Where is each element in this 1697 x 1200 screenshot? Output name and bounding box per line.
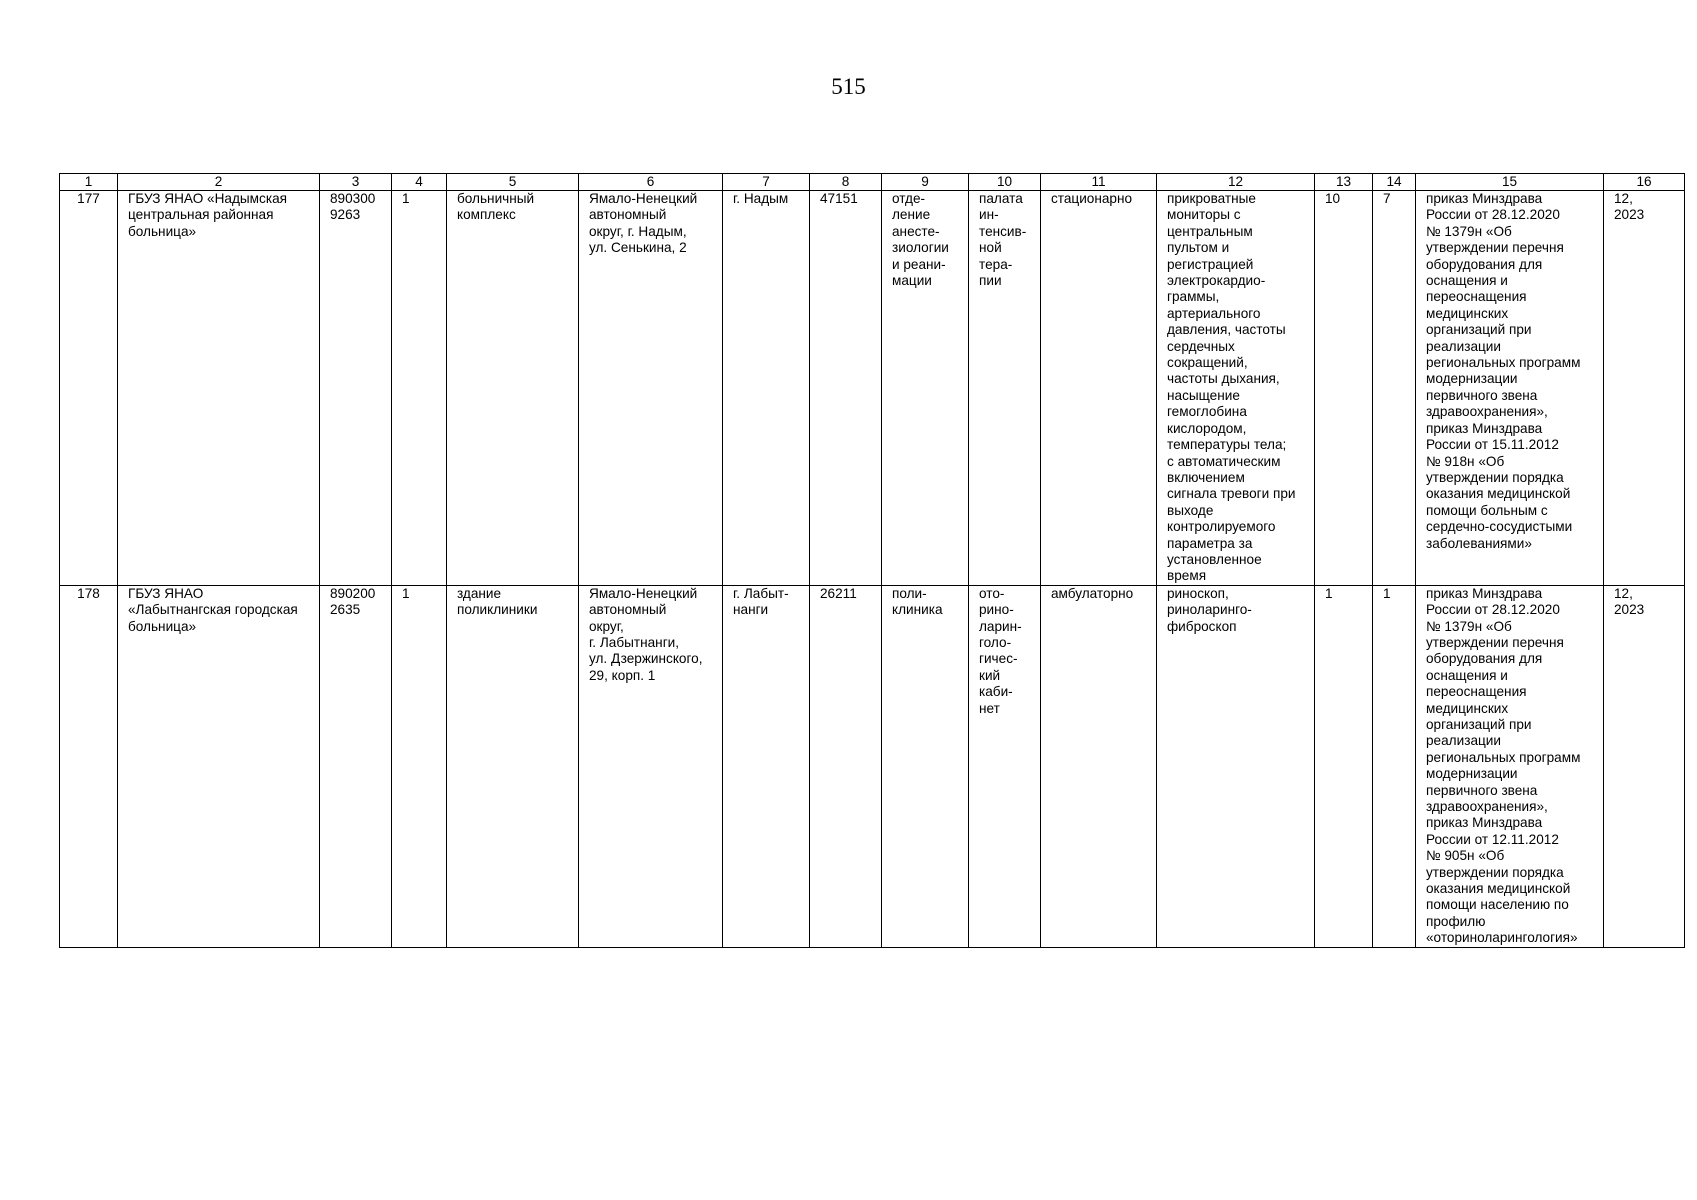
page-number: 515 [831, 74, 866, 99]
column-header: 3 [320, 174, 392, 191]
equipment: прикроватные мониторы с центральным пультом и регистрацией электрокардио- граммы, артериального давления, частоты сердечных сокращений, частоты дыхания, насыщение гемоглобина кислородом, температуры тела; с автоматическим включением сигнала тревоги при выходе контролируемого параметра за установленное время [1157, 191, 1315, 586]
location-code: 47151 [810, 191, 882, 586]
column-header: 4 [392, 174, 447, 191]
inn-code: 890200 2635 [320, 585, 392, 947]
building-type: здание поликлиники [447, 585, 579, 947]
column-number-row [60, 174, 1685, 191]
column-4-value: 1 [392, 585, 447, 947]
column-13-value: 1 [1315, 585, 1373, 947]
column-header: 15 [1416, 174, 1604, 191]
row-number: 177 [60, 191, 118, 586]
column-header: 6 [579, 174, 723, 191]
column-header: 8 [810, 174, 882, 191]
department: отде- ление анесте- зиологии и реани- мации [882, 191, 969, 586]
department: поли- клиника [882, 585, 969, 947]
care-type: амбулаторно [1041, 585, 1157, 947]
room: ото- рино- ларин- голо- гичес- кий каби- нет [969, 585, 1041, 947]
column-14-value: 1 [1373, 585, 1416, 947]
location-code: 26211 [810, 585, 882, 947]
equipment: риноскоп, риноларинго- фиброскоп [1157, 585, 1315, 947]
column-header: 13 [1315, 174, 1373, 191]
address: Ямало-Ненецкий автономный округ, г. Надым, ул. Сенькина, 2 [579, 191, 723, 586]
column-header: 16 [1604, 174, 1685, 191]
address: Ямало-Ненецкий автономный округ, г. Лабытнанги, ул. Дзержинского, 29, корп. 1 [579, 585, 723, 947]
column-header: 12 [1157, 174, 1315, 191]
column-header: 5 [447, 174, 579, 191]
room: палата ин- тенсив- ной тера- пии [969, 191, 1041, 586]
row-number: 178 [60, 585, 118, 947]
column-header: 14 [1373, 174, 1416, 191]
table-row [60, 191, 1685, 586]
equipment-register-table [59, 173, 1685, 948]
care-type: стационарно [1041, 191, 1157, 586]
column-header: 10 [969, 174, 1041, 191]
city: г. Надым [723, 191, 810, 586]
term: 12, 2023 [1604, 585, 1685, 947]
organization-name: ГБУЗ ЯНАО «Лабытнангская городская больница» [118, 585, 320, 947]
inn-code: 890300 9263 [320, 191, 392, 586]
column-header: 7 [723, 174, 810, 191]
table-row [60, 585, 1685, 947]
organization-name: ГБУЗ ЯНАО «Надымская центральная районная больница» [118, 191, 320, 586]
column-header: 1 [60, 174, 118, 191]
column-13-value: 10 [1315, 191, 1373, 586]
column-4-value: 1 [392, 191, 447, 586]
city: г. Лабыт- нанги [723, 585, 810, 947]
building-type: больничный комплекс [447, 191, 579, 586]
legal-basis: приказ Минздрава России от 28.12.2020 № 1379н «Об утверждении перечня оборудования для оснащения и переоснащения медицинских организаций при реализации региональных программ модернизации первичного звена здравоохранения», приказ Минздрава России от 12.11.2012 № 905н «Об утверждении порядка оказания медицинской помощи населению по профилю «оториноларингология» [1416, 585, 1604, 947]
column-14-value: 7 [1373, 191, 1416, 586]
legal-basis: приказ Минздрава России от 28.12.2020 № 1379н «Об утверждении перечня оборудования для оснащения и переоснащения медицинских организаций при реализации региональных программ модернизации первичного звена здравоохранения», приказ Минздрава России от 15.11.2012 № 918н «Об утверждении порядка оказания медицинской помощи больным с сердечно-сосудистыми заболеваниями» [1416, 191, 1604, 586]
column-header: 11 [1041, 174, 1157, 191]
term: 12, 2023 [1604, 191, 1685, 586]
column-header: 2 [118, 174, 320, 191]
column-header: 9 [882, 174, 969, 191]
